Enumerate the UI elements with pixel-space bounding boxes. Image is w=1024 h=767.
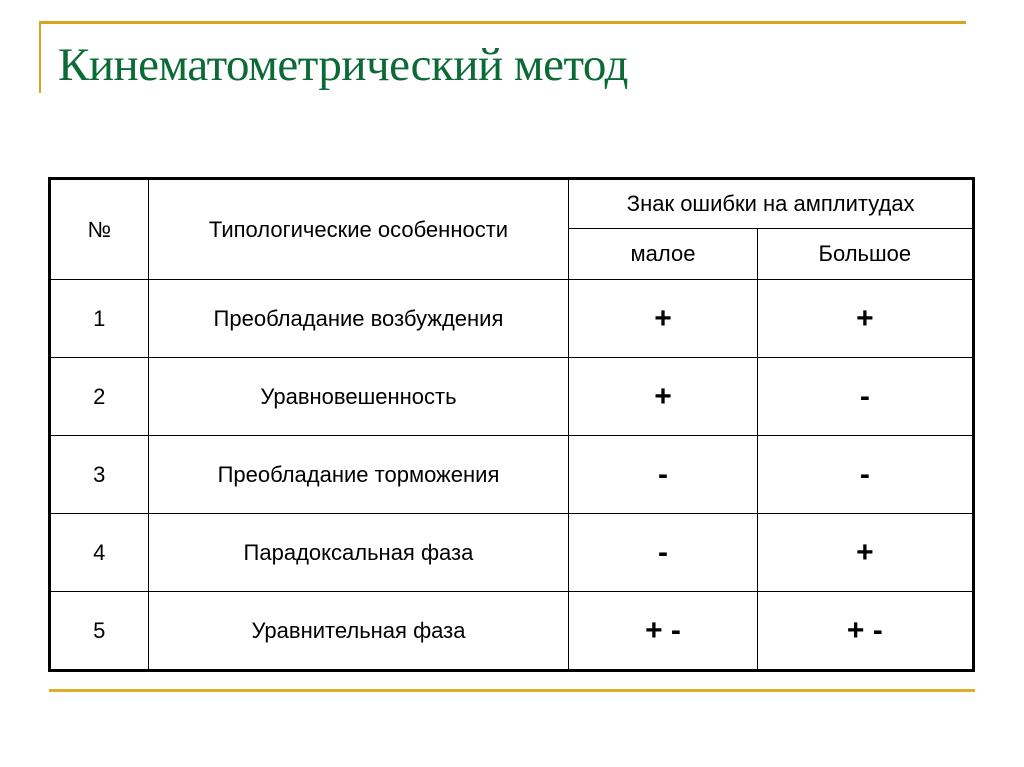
- row-feature: Преобладание торможения: [148, 436, 569, 514]
- left-accent-rule: [39, 21, 41, 93]
- row-small-sign: +: [569, 358, 757, 436]
- row-number: 5: [50, 592, 149, 671]
- row-number: 3: [50, 436, 149, 514]
- header-large: Большое: [757, 229, 973, 280]
- header-features: Типологические особенности: [148, 179, 569, 280]
- row-feature: Парадоксальная фаза: [148, 514, 569, 592]
- header-row: [50, 179, 974, 229]
- error-sign-table: [48, 177, 975, 672]
- row-large-sign: -: [757, 358, 973, 436]
- row-number: 4: [50, 514, 149, 592]
- row-small-sign: +: [569, 280, 757, 358]
- row-small-sign: -: [569, 514, 757, 592]
- row-large-sign: +: [757, 280, 973, 358]
- top-accent-rule: [40, 21, 966, 24]
- row-large-sign: + -: [757, 592, 973, 671]
- header-small: малое: [569, 229, 757, 280]
- row-feature: Преобладание возбуждения: [148, 280, 569, 358]
- row-small-sign: + -: [569, 592, 757, 671]
- row-number: 2: [50, 358, 149, 436]
- table-row: [50, 514, 974, 592]
- slide-title: Кинематометрический метод: [58, 39, 628, 91]
- row-feature: Уравнительная фаза: [148, 592, 569, 671]
- table-row: [50, 358, 974, 436]
- table-row: [50, 592, 974, 671]
- row-large-sign: +: [757, 514, 973, 592]
- header-number: №: [50, 179, 149, 280]
- row-small-sign: -: [569, 436, 757, 514]
- table-row: [50, 280, 974, 358]
- row-number: 1: [50, 280, 149, 358]
- row-large-sign: -: [757, 436, 973, 514]
- table-row: [50, 436, 974, 514]
- header-error-sign-group: Знак ошибки на амплитудах: [569, 179, 974, 229]
- row-feature: Уравновешенность: [148, 358, 569, 436]
- bottom-accent-rule: [49, 689, 975, 692]
